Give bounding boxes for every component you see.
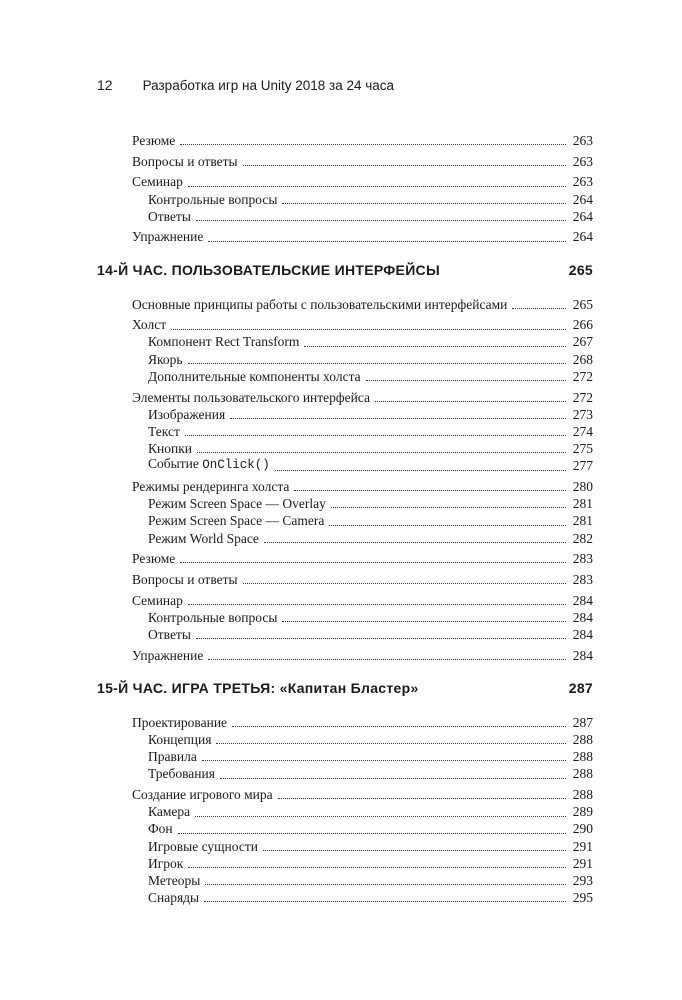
toc-entry-title bbox=[132, 550, 175, 567]
chapter-14-entries bbox=[97, 296, 593, 664]
toc-entry-title bbox=[148, 423, 180, 440]
toc-entry-title bbox=[148, 731, 211, 748]
toc-entry-title bbox=[148, 333, 299, 350]
toc-entry[interactable] bbox=[97, 334, 593, 351]
toc-entry-page: 284 bbox=[572, 609, 593, 625]
toc-entry-page: 290 bbox=[572, 821, 593, 837]
dot-leader bbox=[278, 797, 566, 799]
toc-entry-title-text: Концепция bbox=[148, 732, 212, 748]
toc-entry-title-text: Правила bbox=[148, 749, 197, 765]
toc-entry-title-text: Кнопки bbox=[148, 441, 192, 457]
toc-entry-title bbox=[132, 296, 507, 313]
toc-entry[interactable] bbox=[97, 714, 593, 731]
toc-entry-title-text: Создание игрового мира bbox=[132, 787, 273, 803]
toc-entry[interactable] bbox=[97, 132, 593, 149]
toc-entry-title bbox=[148, 191, 277, 208]
toc-entry[interactable] bbox=[97, 512, 593, 529]
dot-leader bbox=[230, 417, 566, 419]
toc-entry-page: 267 bbox=[572, 334, 593, 350]
toc-entry-title bbox=[148, 820, 173, 837]
toc-entry[interactable] bbox=[97, 457, 593, 474]
dot-leader bbox=[196, 637, 566, 639]
toc-entry-title bbox=[132, 228, 203, 245]
dot-leader bbox=[208, 658, 566, 660]
toc-entry-title-text: Режим Screen Space — Camera bbox=[148, 513, 325, 529]
toc-entry-title bbox=[148, 872, 200, 889]
toc-entry-page: 272 bbox=[572, 368, 593, 384]
dot-leader bbox=[375, 400, 566, 402]
toc-entry-title bbox=[148, 351, 183, 368]
toc-entry-page: 263 bbox=[572, 132, 593, 148]
toc-entry-title-text: Проектирование bbox=[132, 714, 228, 730]
toc-entry-title-text: Упражнение bbox=[132, 229, 204, 245]
toc-entry[interactable] bbox=[97, 609, 593, 626]
toc-entry[interactable] bbox=[97, 765, 593, 782]
toc-entry-title bbox=[148, 406, 225, 423]
toc-entry-page: 284 bbox=[572, 626, 593, 642]
dot-leader bbox=[220, 777, 566, 779]
toc-entry-page: 264 bbox=[572, 229, 593, 245]
toc-entry-page: 282 bbox=[572, 530, 593, 546]
chapter-page: 265 bbox=[568, 261, 593, 278]
toc-entry-title bbox=[132, 478, 289, 495]
toc-entry-title-text: Дополнительные компоненты холста bbox=[148, 368, 361, 384]
dot-leader bbox=[180, 561, 566, 563]
toc-entry-title bbox=[132, 153, 238, 170]
dot-leader bbox=[197, 451, 566, 453]
toc-entry-title-text: Упражнение bbox=[132, 647, 204, 663]
toc-section-continued bbox=[97, 132, 593, 246]
toc-entry-title bbox=[148, 889, 199, 906]
toc-entry-page: 291 bbox=[572, 838, 593, 854]
toc-entry-title-text: Контрольные вопросы bbox=[148, 191, 278, 207]
toc-entry-page: 283 bbox=[572, 551, 593, 567]
dot-leader bbox=[195, 815, 566, 817]
toc-entry-title-text: Требования bbox=[148, 766, 215, 782]
dot-leader bbox=[178, 832, 566, 834]
toc-entry-page: 293 bbox=[572, 873, 593, 889]
toc-entry[interactable] bbox=[97, 478, 593, 495]
toc-entry[interactable] bbox=[97, 495, 593, 512]
toc-entry[interactable] bbox=[97, 647, 593, 664]
dot-leader bbox=[282, 202, 566, 204]
chapter-title-prefix: 15-Й ЧАС. ИГРА ТРЕТЬЯ: bbox=[97, 679, 280, 696]
dot-leader bbox=[204, 900, 566, 902]
toc-entry-title bbox=[148, 609, 277, 626]
toc-entry[interactable] bbox=[97, 228, 593, 245]
chapter-15-heading[interactable] bbox=[97, 680, 593, 696]
toc-entry-page: 289 bbox=[572, 804, 593, 820]
toc-entry-page: 288 bbox=[572, 732, 593, 748]
toc-entry-page: 287 bbox=[572, 714, 593, 730]
toc-entry-title-text: Изображения bbox=[148, 406, 226, 422]
toc-entry-title bbox=[148, 368, 361, 385]
toc-entry[interactable] bbox=[97, 872, 593, 889]
toc-entry-page: 277 bbox=[572, 458, 593, 474]
toc-entry[interactable] bbox=[97, 731, 593, 748]
toc-entry-page: 288 bbox=[572, 749, 593, 765]
dot-leader bbox=[331, 506, 566, 508]
toc-entry[interactable] bbox=[97, 786, 593, 803]
dot-leader bbox=[188, 185, 566, 187]
toc-entry-title bbox=[132, 647, 203, 664]
toc-entry-page: 283 bbox=[572, 571, 593, 587]
chapter-title-quoted: «Капитан Бластер» bbox=[279, 679, 419, 696]
dot-leader bbox=[205, 883, 566, 885]
toc-entry-page: 263 bbox=[572, 174, 593, 190]
dot-leader bbox=[512, 307, 566, 309]
toc-entry-title-text: Текст bbox=[148, 423, 180, 439]
toc-entry[interactable] bbox=[97, 389, 593, 406]
toc-entry-page: 288 bbox=[572, 766, 593, 782]
toc-entry-title bbox=[148, 455, 270, 474]
toc-entry-page: 274 bbox=[572, 423, 593, 439]
toc-entry-title-text: Контрольные вопросы bbox=[148, 609, 278, 625]
toc-entry-page: 268 bbox=[572, 351, 593, 367]
dot-leader bbox=[202, 759, 566, 761]
toc-entry-title-text: Фон bbox=[148, 821, 173, 837]
toc-entry-title-text: Семинар bbox=[132, 592, 183, 608]
page-number: 12 bbox=[97, 77, 113, 93]
dot-leader bbox=[264, 541, 566, 543]
dot-leader bbox=[232, 725, 566, 727]
toc-entry-title bbox=[132, 316, 166, 333]
toc-entry-page: 272 bbox=[572, 389, 593, 405]
toc-entry[interactable] bbox=[97, 351, 593, 368]
toc-entry-title-text: Вопросы и ответы bbox=[132, 571, 238, 587]
dot-leader bbox=[185, 434, 566, 436]
dot-leader bbox=[304, 345, 566, 347]
toc-entry-page: 280 bbox=[572, 478, 593, 494]
toc-entry[interactable] bbox=[97, 208, 593, 225]
toc-entry[interactable] bbox=[97, 571, 593, 588]
toc-entry-title-text: Основные принципы работы с пользовательскими интерфейсами bbox=[132, 296, 508, 312]
toc-entry-title-text: Режим Screen Space — Overlay bbox=[148, 496, 326, 512]
toc-entry-page: 288 bbox=[572, 787, 593, 803]
running-header bbox=[97, 77, 394, 93]
toc-entry-title bbox=[132, 571, 238, 588]
toc-entry-title bbox=[132, 173, 183, 190]
dot-leader bbox=[282, 620, 566, 622]
toc-entry-title-text: Ответы bbox=[148, 626, 191, 642]
toc-entry-title bbox=[132, 592, 183, 609]
toc-entry-title bbox=[148, 512, 324, 529]
toc-entry-title-text: Резюме bbox=[132, 132, 176, 148]
toc-entry-code: OnClick() bbox=[202, 458, 270, 473]
toc-entry-title bbox=[148, 765, 215, 782]
toc-entry[interactable] bbox=[97, 191, 593, 208]
dot-leader bbox=[329, 524, 566, 526]
toc-entry[interactable] bbox=[97, 316, 593, 333]
toc-entry-title bbox=[132, 786, 273, 803]
toc-entry-page: 275 bbox=[572, 441, 593, 457]
toc-entry-title-text: Снаряды bbox=[148, 890, 200, 906]
dot-leader bbox=[188, 866, 566, 868]
toc-entry-title bbox=[148, 748, 197, 765]
toc-entry-page: 265 bbox=[572, 296, 593, 312]
dot-leader bbox=[196, 219, 566, 221]
chapter-14-heading[interactable] bbox=[97, 262, 593, 278]
dot-leader bbox=[188, 362, 566, 364]
toc-entry[interactable] bbox=[97, 406, 593, 423]
toc-entry[interactable] bbox=[97, 889, 593, 906]
toc-entry-title-text: Камера bbox=[148, 804, 191, 820]
dot-leader bbox=[180, 143, 566, 145]
toc-entry[interactable] bbox=[97, 368, 593, 385]
toc-entry-title bbox=[148, 855, 183, 872]
toc-entry[interactable] bbox=[97, 748, 593, 765]
toc-entry-title-text: Семинар bbox=[132, 174, 183, 190]
toc-entry-title bbox=[148, 530, 259, 547]
dot-leader bbox=[171, 328, 566, 330]
toc-entry[interactable] bbox=[97, 838, 593, 855]
toc-entry[interactable] bbox=[97, 592, 593, 609]
toc-entry-page: 284 bbox=[572, 592, 593, 608]
toc-entry[interactable] bbox=[97, 803, 593, 820]
dot-leader bbox=[243, 582, 566, 584]
toc-entry[interactable] bbox=[97, 423, 593, 440]
toc-entry[interactable] bbox=[97, 530, 593, 547]
chapter-page: 287 bbox=[568, 679, 593, 696]
toc-entry-title-text: Событие bbox=[148, 456, 203, 472]
toc-entry-title-text: Вопросы и ответы bbox=[132, 153, 238, 169]
toc-entry[interactable] bbox=[97, 173, 593, 190]
chapter-title bbox=[97, 680, 419, 696]
toc-entry-page: 266 bbox=[572, 317, 593, 333]
toc-entry-title bbox=[148, 626, 191, 643]
dot-leader bbox=[263, 849, 566, 851]
toc-entry-page: 284 bbox=[572, 647, 593, 663]
toc-entry[interactable] bbox=[97, 821, 593, 838]
toc-entry-page: 281 bbox=[572, 513, 593, 529]
dot-leader bbox=[243, 164, 566, 166]
toc-entry-title bbox=[132, 132, 175, 149]
dot-leader bbox=[216, 742, 566, 744]
toc-entry-title-text: Ответы bbox=[148, 208, 191, 224]
toc-entry-page: 263 bbox=[572, 153, 593, 169]
toc-entry-title-text: Резюме bbox=[132, 551, 176, 567]
toc-entry-title bbox=[132, 714, 227, 731]
toc-entry[interactable] bbox=[97, 550, 593, 567]
dot-leader bbox=[188, 603, 566, 605]
toc-entry-title-text: Игровые сущности bbox=[148, 838, 258, 854]
toc-entry[interactable] bbox=[97, 296, 593, 313]
toc-entry-page: 291 bbox=[572, 855, 593, 871]
toc-entry-title-text: Режим World Space bbox=[148, 530, 259, 546]
toc-entry-page: 264 bbox=[572, 191, 593, 207]
toc-entry-title-text: Холст bbox=[132, 317, 167, 333]
toc-entry-title-text: Компонент Rect Transform bbox=[148, 334, 300, 350]
toc-entry[interactable] bbox=[97, 153, 593, 170]
toc-entry-page: 273 bbox=[572, 406, 593, 422]
dot-leader bbox=[294, 489, 566, 491]
toc-entry-title bbox=[148, 803, 190, 820]
toc-entry-page: 264 bbox=[572, 208, 593, 224]
toc-entry-title-text: Элементы пользовательского интерфейса bbox=[132, 389, 371, 405]
dot-leader bbox=[275, 469, 566, 471]
toc-entry-title-text: Режимы рендеринга холста bbox=[132, 478, 290, 494]
toc-entry-title bbox=[148, 838, 258, 855]
toc-entry-title bbox=[148, 495, 326, 512]
dot-leader bbox=[366, 379, 566, 381]
chapter-title: 14-Й ЧАС. ПОЛЬЗОВАТЕЛЬСКИЕ ИНТЕРФЕЙСЫ bbox=[97, 261, 440, 278]
toc-entry-title bbox=[132, 389, 370, 406]
toc-entry-page: 281 bbox=[572, 496, 593, 512]
toc-entry-title bbox=[148, 208, 191, 225]
toc-entry-title-text: Якорь bbox=[148, 351, 183, 367]
table-of-contents bbox=[97, 132, 593, 906]
toc-entry-page: 295 bbox=[572, 890, 593, 906]
dot-leader bbox=[208, 240, 566, 242]
toc-entry[interactable] bbox=[97, 626, 593, 643]
toc-entry[interactable] bbox=[97, 855, 593, 872]
book-title: Разработка игр на Unity 2018 за 24 часа bbox=[142, 78, 395, 93]
chapter-15-entries bbox=[97, 714, 593, 907]
toc-entry-title-text: Метеоры bbox=[148, 873, 201, 889]
toc-entry-title-text: Игрок bbox=[148, 855, 184, 871]
